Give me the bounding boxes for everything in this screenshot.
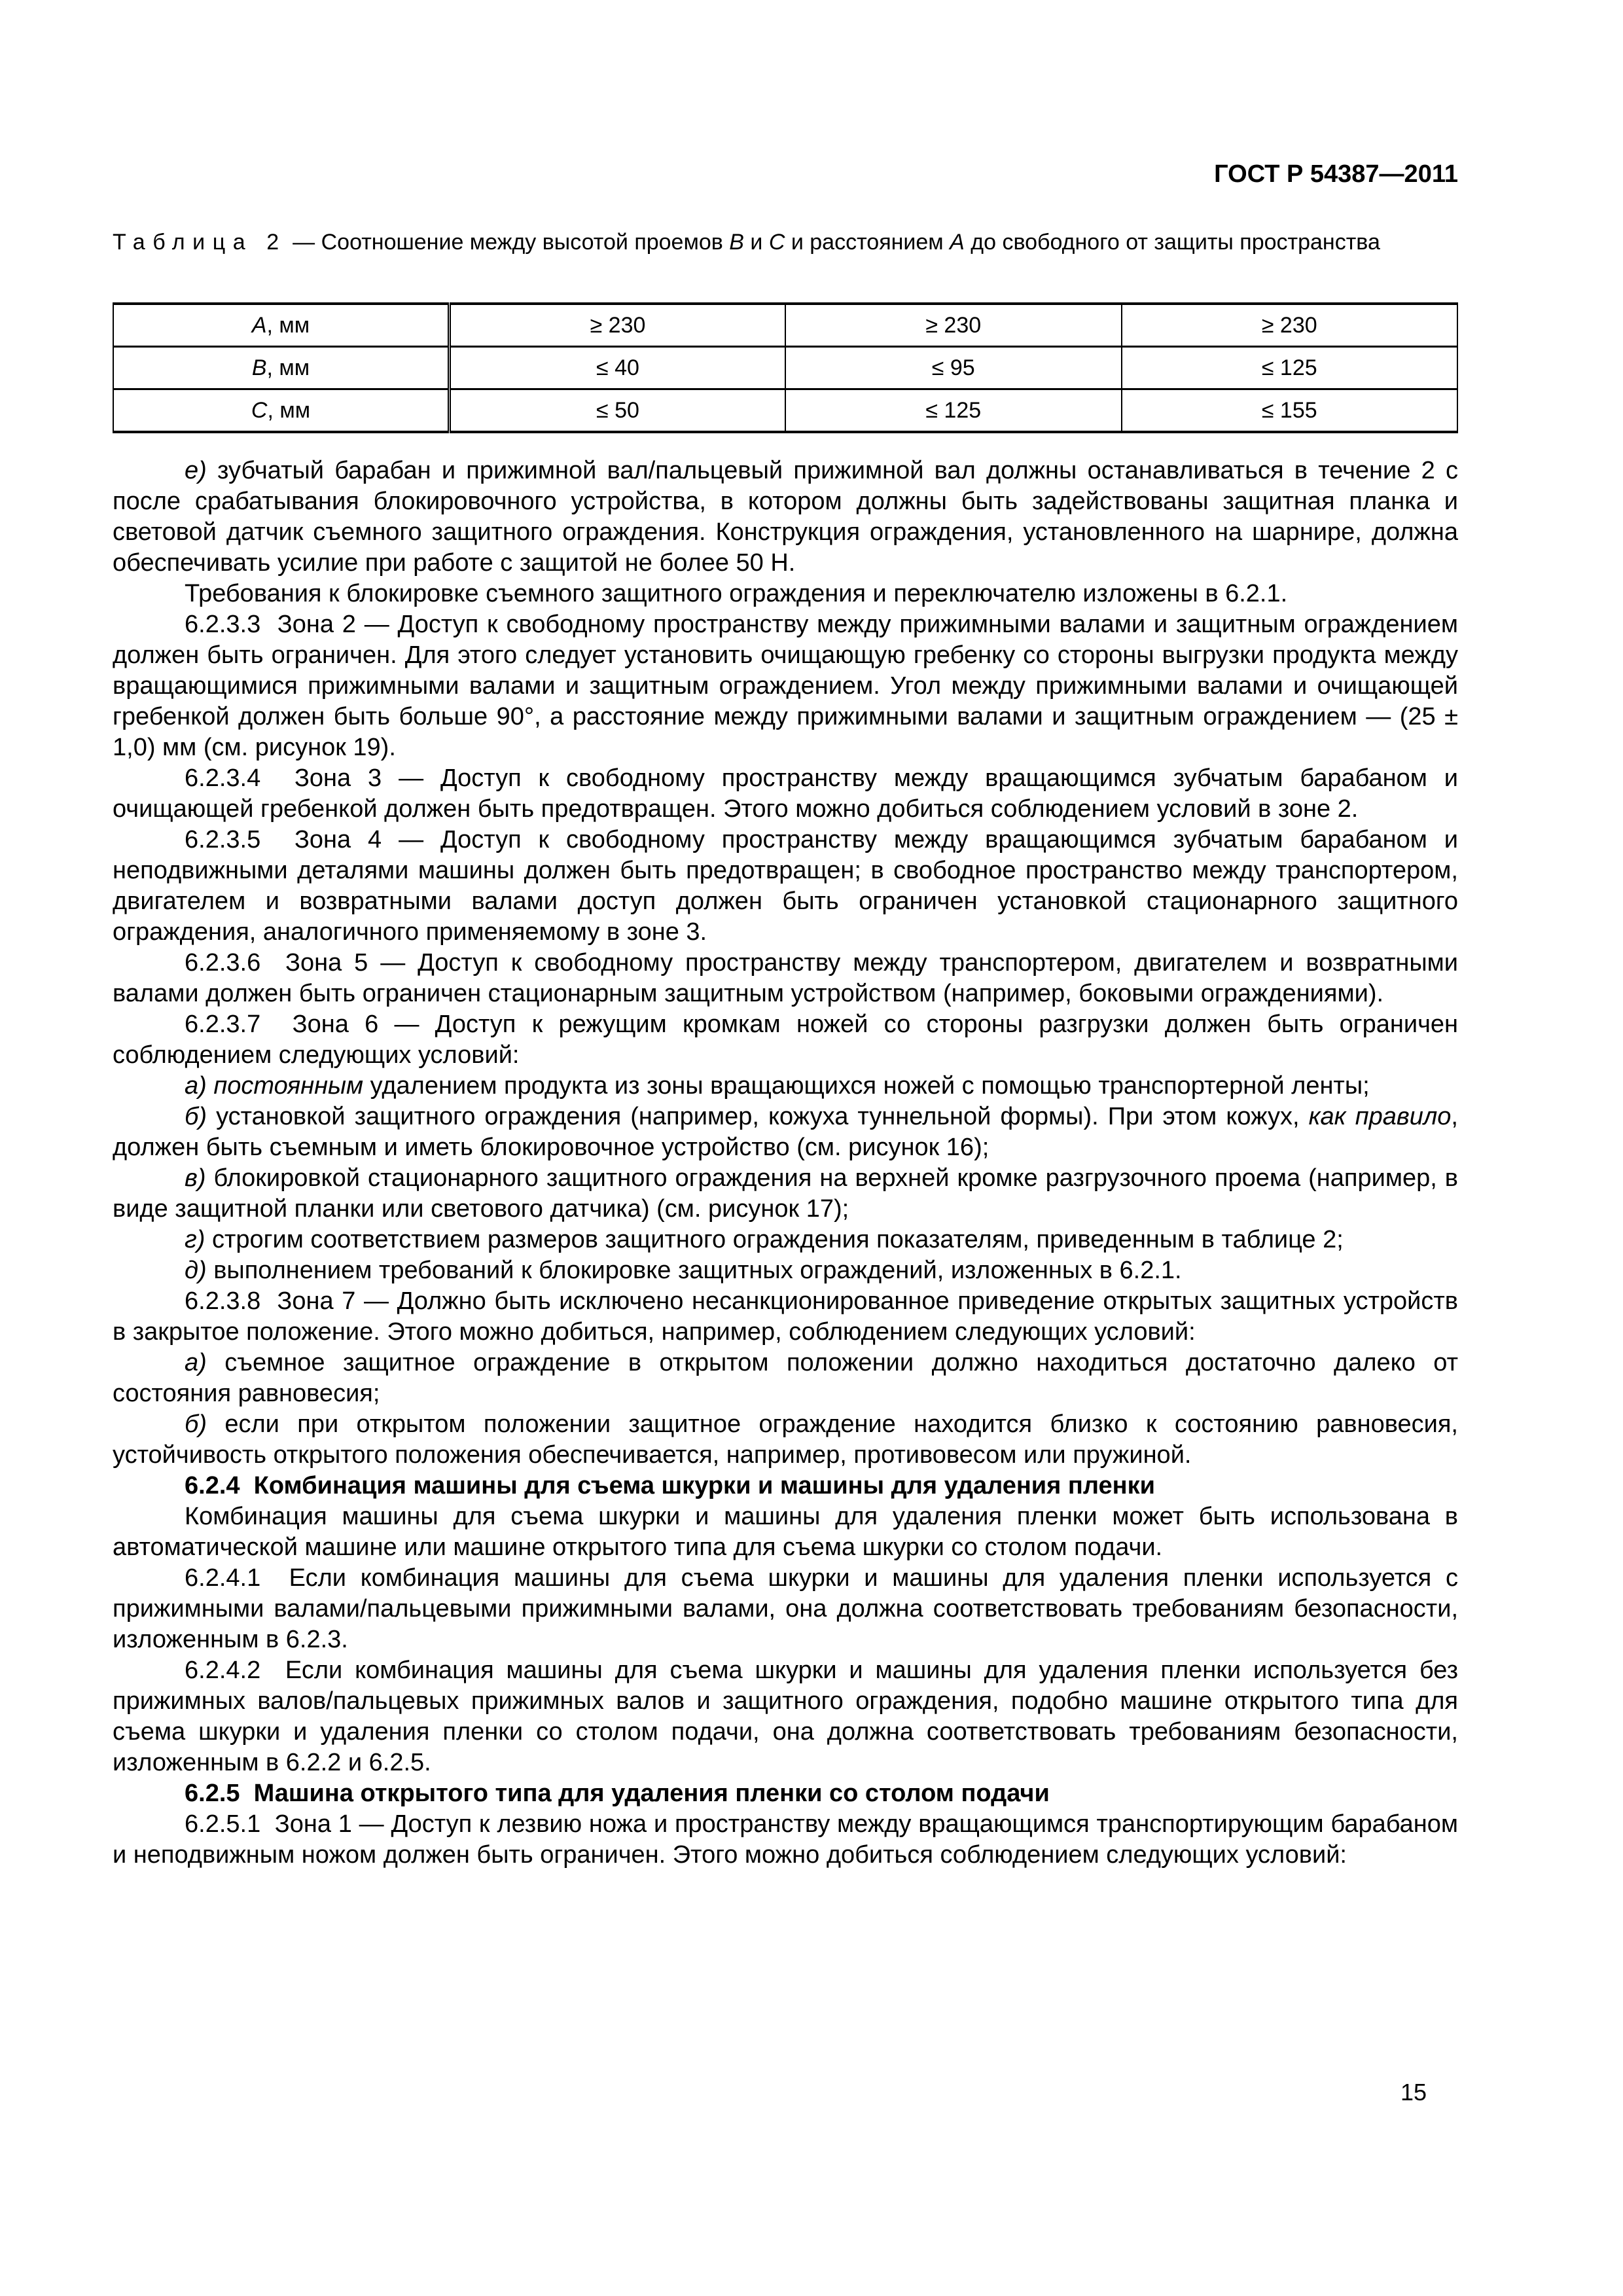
text-run: до свободного от защиты пространства (964, 230, 1380, 255)
text-run: 6.2.3.4 Зона 3 — Доступ к свободному пространству между вращающимся зубчатым барабаном и очищающей гребенкой должен быть предотвращен. Этого можно добиться соблюдением условий в зоне 2. (113, 764, 1458, 823)
text-run: Таблица 2 (113, 230, 287, 255)
text-run: в) (185, 1164, 206, 1192)
paragraph (113, 1348, 1458, 1409)
text-run: , должен быть съемным и иметь блокировочное устройство (см. рисунок 16); (113, 1103, 1458, 1161)
value-cell: ≥ 230 (1122, 304, 1458, 347)
paragraph (113, 825, 1458, 948)
paragraph (113, 1255, 1458, 1286)
text-run: , мм (267, 397, 311, 423)
text-run: б) (185, 1103, 207, 1130)
paragraph (113, 579, 1458, 609)
paragraph (113, 1563, 1458, 1655)
text-run: зубчатый барабан и прижимной вал/пальцевый прижимной вал должны останавливаться в течение 2 с после срабатывания блокировочного устройства, в котором должны быть задействованы защитная планка и световой датчик съемного защитного ограждения. Конструкция ограждения, установленного на шарнире, должна обеспечивать усилие при работе с защитой не более 50 Н. (113, 457, 1458, 577)
value-cell: ≥ 230 (450, 304, 786, 347)
dimensions-table (113, 302, 1458, 433)
paragraph (113, 763, 1458, 825)
paragraph (113, 1501, 1458, 1563)
text-run: блокировкой стационарного защитного ограждения на верхней кромке разгрузочного проема (например, в виде защитной планки или светового датчика) (см. рисунок 17); (113, 1164, 1458, 1223)
text-run: а) постоянным (185, 1072, 364, 1100)
text-run: А (251, 312, 267, 338)
text-run: 6.2.3.7 Зона 6 — Доступ к режущим кромкам ножей со стороны разгрузки должен быть ограничен соблюдением следующих условий: (113, 1011, 1458, 1069)
row-label-cell (113, 389, 450, 433)
value-cell: ≤ 155 (1122, 389, 1458, 433)
text-run: 6.2.4.2 Если комбинация машины для съема шкурки и машины для удаления пленки используется без прижимных валов/пальцевых прижимных валов и защитного ограждения, подобно машине открытого типа для съема шкурки и удаления пленки со столом подачи, она должна соответствовать требованиям безопасности, изложенным в 6.2.2 и 6.2.5. (113, 1657, 1458, 1776)
paragraph (113, 1225, 1458, 1255)
text-run: б) (185, 1410, 207, 1438)
text-run: С (768, 230, 785, 255)
text-run: установкой защитного ограждения (например, кожуха туннельной формы). При этом кожух, (207, 1103, 1309, 1130)
text-run: строгим соответствием размеров защитного ограждения показателям, приведенным в таблице 2; (205, 1226, 1344, 1253)
text-run: 6.2.3.8 Зона 7 — Должно быть исключено несанкционированное приведение открытых защитных устройств в закрытое положение. Этого можно добиться, например, соблюдением следующих условий: (113, 1287, 1458, 1346)
heading-paragraph (113, 1778, 1458, 1809)
paragraph (113, 1163, 1458, 1225)
text-run: 6.2.4.1 Если комбинация машины для съема шкурки и машины для удаления пленки используется с прижимными валами/пальцевыми прижимными валами, она должна соответствовать требованиям безопасности, изложенным в 6.2.3. (113, 1564, 1458, 1653)
value-cell: ≤ 50 (450, 389, 786, 433)
paragraph (113, 1809, 1458, 1871)
paragraph (113, 609, 1458, 763)
text-run: 6.2.5 Машина открытого типа для удаления пленки со столом подачи (185, 1780, 1050, 1807)
text-run: 6.2.3.6 Зона 5 — Доступ к свободному пространству между транспортером, двигателем и возвратными валами должен быть ограничен стационарным защитным устройством (например, боковыми ограждениями). (113, 949, 1458, 1007)
text-run: е) (185, 457, 207, 484)
table-caption (113, 228, 1458, 257)
document-code-header: ГОСТ Р 54387—2011 (1214, 160, 1458, 188)
text-run: удалением продукта из зоны вращающихся ножей с помощью транспортерной ленты; (363, 1072, 1370, 1100)
table-body (113, 304, 1457, 432)
paragraph (113, 948, 1458, 1009)
text-run: Комбинация машины для съема шкурки и машины для удаления пленки может быть использована в автоматической машине или машине открытого типа для съема шкурки со столом подачи. (113, 1503, 1458, 1561)
text-run: Требования к блокировке съемного защитного ограждения и переключателю изложены в 6.2.1. (185, 580, 1288, 607)
text-run: г) (185, 1226, 205, 1253)
text-run: , мм (266, 312, 310, 338)
text-run: 6.2.3.3 Зона 2 — Доступ к свободному пространству между прижимными валами и защитным ограждением должен быть ограничен. Для этого следует установить очищающую гребенку со стороны выгрузки продукта между вращающимися прижимными валами и защитным ограждением. Угол между прижимными валами и очищающей гребенкой должен быть больше 90°, а расстояние между прижимными валами и защитным ограждением — (25 ± 1,0) мм (см. рисунок 19). (113, 611, 1458, 761)
row-label-cell (113, 304, 450, 347)
value-cell: ≤ 40 (450, 347, 786, 389)
table-row (113, 304, 1457, 347)
paragraph (113, 1071, 1458, 1102)
text-run: д) (185, 1257, 207, 1284)
value-cell: ≥ 230 (785, 304, 1122, 347)
text-run: В (729, 230, 744, 255)
heading-paragraph (113, 1471, 1458, 1501)
table-row (113, 347, 1457, 389)
text-run: — Соотношение между высотой проемов (286, 230, 730, 255)
text-run: 6.2.3.5 Зона 4 — Доступ к свободному пространству между вращающимся зубчатым барабаном и неподвижными деталями машины должен быть предотвращен; в свободное пространство между транспортером, двигателем и возвратными валами доступ должен быть ограничен установкой стационарного защитного ограждения, аналогичного применяемому в зоне 3. (113, 826, 1458, 946)
text-run: выполнением требований к блокировке защитных ограждений, изложенных в 6.2.1. (206, 1257, 1182, 1284)
text-run: , мм (266, 355, 310, 380)
text-run: съемное защитное ограждение в открытом положении должно находиться достаточно далеко от состояния равновесия; (113, 1349, 1458, 1407)
text-run: и (743, 230, 769, 255)
paragraph (113, 1655, 1458, 1778)
text-run: и расстоянием (785, 230, 950, 255)
value-cell: ≤ 125 (1122, 347, 1458, 389)
paragraph (113, 1102, 1458, 1163)
table-row (113, 389, 1457, 433)
text-run: 6.2.4 Комбинация машины для съема шкурки и машины для удаления пленки (185, 1472, 1155, 1499)
text-run: как правило (1308, 1103, 1452, 1130)
paragraph (113, 1409, 1458, 1471)
body-text (113, 456, 1458, 1871)
row-label-cell (113, 347, 450, 389)
text-run: С (251, 397, 268, 423)
page-number: 15 (1400, 2079, 1427, 2106)
text-run: если при открытом положении защитное ограждение находится близко к состоянию равновесия, устойчивость открытого положения обеспечивается, например, противовесом или пружиной. (113, 1410, 1458, 1469)
value-cell: ≤ 95 (785, 347, 1122, 389)
text-run: 6.2.5.1 Зона 1 — Доступ к лезвию ножа и пространству между вращающимся транспортирующим барабаном и неподвижным ножом должен быть ограничен. Этого можно добиться соблюдением следующих условий: (113, 1810, 1458, 1869)
text-run: А (950, 230, 965, 255)
value-cell: ≤ 125 (785, 389, 1122, 433)
text-run: а) (185, 1349, 207, 1376)
paragraph (113, 1009, 1458, 1071)
text-run: В (251, 355, 267, 380)
paragraph (113, 1286, 1458, 1348)
paragraph (113, 456, 1458, 579)
